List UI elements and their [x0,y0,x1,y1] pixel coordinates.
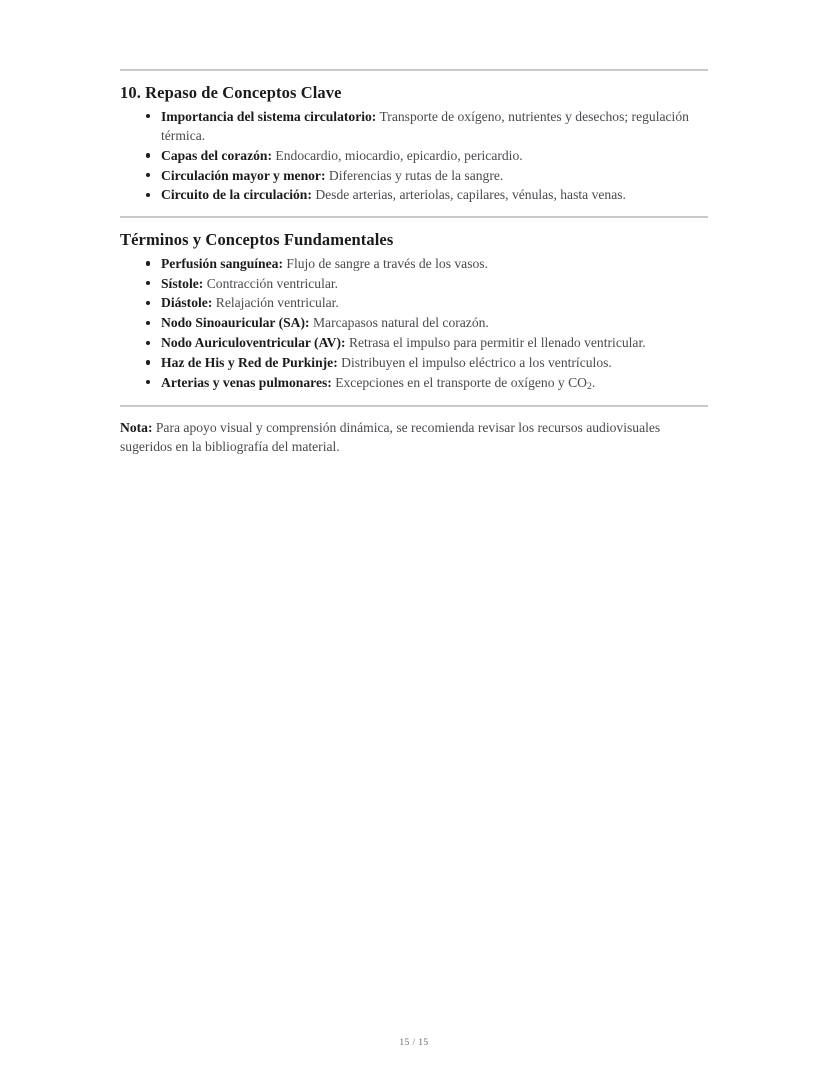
list-item-separator: : [320,167,326,183]
list-item-term: Importancia del sistema circulatorio [161,108,372,124]
bullet-icon [146,114,150,118]
list-item [120,313,708,332]
section-terminos-conceptos-fundamentales [120,218,708,405]
section-heading: Términos y Conceptos Fundamentales [120,230,394,250]
list-item [120,185,708,204]
list-item-description: Retrasa el impulso para permitir el llenado ventricular. [348,334,646,350]
section-repaso-conceptos-clave [120,71,708,216]
list-item-separator: : [333,354,338,370]
section-heading: 10. Repaso de Conceptos Clave [120,83,342,102]
list-item-term: Nodo Sinoauricular (SA) [161,315,306,331]
list-item [120,373,708,394]
list-item-description: Endocardio, miocardio, epicardio, pericardio. [275,147,523,163]
list-item-term: Sístole [161,275,199,291]
list-item-separator: : [305,315,310,331]
list-item-description: Diferencias y rutas de la sangre. [328,167,504,183]
concept-list [120,107,708,216]
list-item-term: Arterias y venas pulmonares [161,374,328,390]
list-item [120,146,708,165]
list-item [120,254,708,273]
list-item-description: Contracción ventricular. [206,275,339,291]
bullet-icon [146,360,150,364]
note-label: Nota: [120,420,153,436]
list-item-description: Distribuyen el impulso eléctrico a los ventrículos. [341,354,612,370]
list-item-term: Capas del corazón [161,147,268,163]
page-content [120,69,708,457]
bullet-icon [146,193,150,197]
list-item [120,107,708,146]
list-item [120,166,708,185]
list-item-separator: : [198,275,204,291]
list-item-term: Haz de His y Red de Purkinje [161,354,334,370]
list-item-description: Transporte de oxígeno, nutrientes y desechos; regulación térmica. [161,108,689,143]
list-item-term: Diástole [161,295,208,311]
bullet-icon [146,261,150,265]
description-period: . [591,374,596,390]
bullet-icon [146,341,150,345]
bullet-icon [146,321,150,325]
subscript-2: 2 [587,380,592,392]
list-item-description [335,375,595,390]
list-item-description: Flujo de sangre a través de los vasos. [286,255,488,271]
list-item-description: Relajación ventricular. [215,295,339,311]
list-item-separator: : [207,295,213,311]
concept-list [120,254,708,405]
description-text: Excepciones en el transporte de oxígeno y CO [335,374,587,390]
note-paragraph [120,407,690,457]
list-item-description: Marcapasos natural del corazón. [312,315,489,331]
page-footer [0,1038,828,1048]
bullet-icon [146,153,150,157]
list-item-term: Circuito de la circulación [161,187,308,203]
bullet-icon [146,281,150,285]
page-number-indicator: 15 / 15 [399,1038,429,1048]
list-item-separator: : [327,374,332,390]
list-item-term: Nodo Auriculoventricular (AV) [161,334,341,350]
bullet-icon [146,380,150,384]
list-item-description: Desde arterias, arteriolas, capilares, vénulas, hasta venas. [315,187,626,203]
list-item [120,353,708,372]
bullet-icon [146,301,150,305]
list-item-separator: : [278,255,283,271]
list-item [120,274,708,293]
list-item-separator: : [267,147,273,163]
list-item-separator: : [307,187,312,203]
list-item [120,333,708,352]
list-item-term: Circulación mayor y menor [161,167,321,183]
list-item-separator: : [371,108,377,124]
list-item-term: Perfusión sanguínea [161,255,279,271]
list-item [120,293,708,312]
list-item-separator: : [341,334,346,350]
bullet-icon [146,173,150,177]
note-text: Para apoyo visual y comprensión dinámica, se recomienda revisar los recursos audiovisuales sugeridos en la bibliografía del material. [120,420,661,455]
